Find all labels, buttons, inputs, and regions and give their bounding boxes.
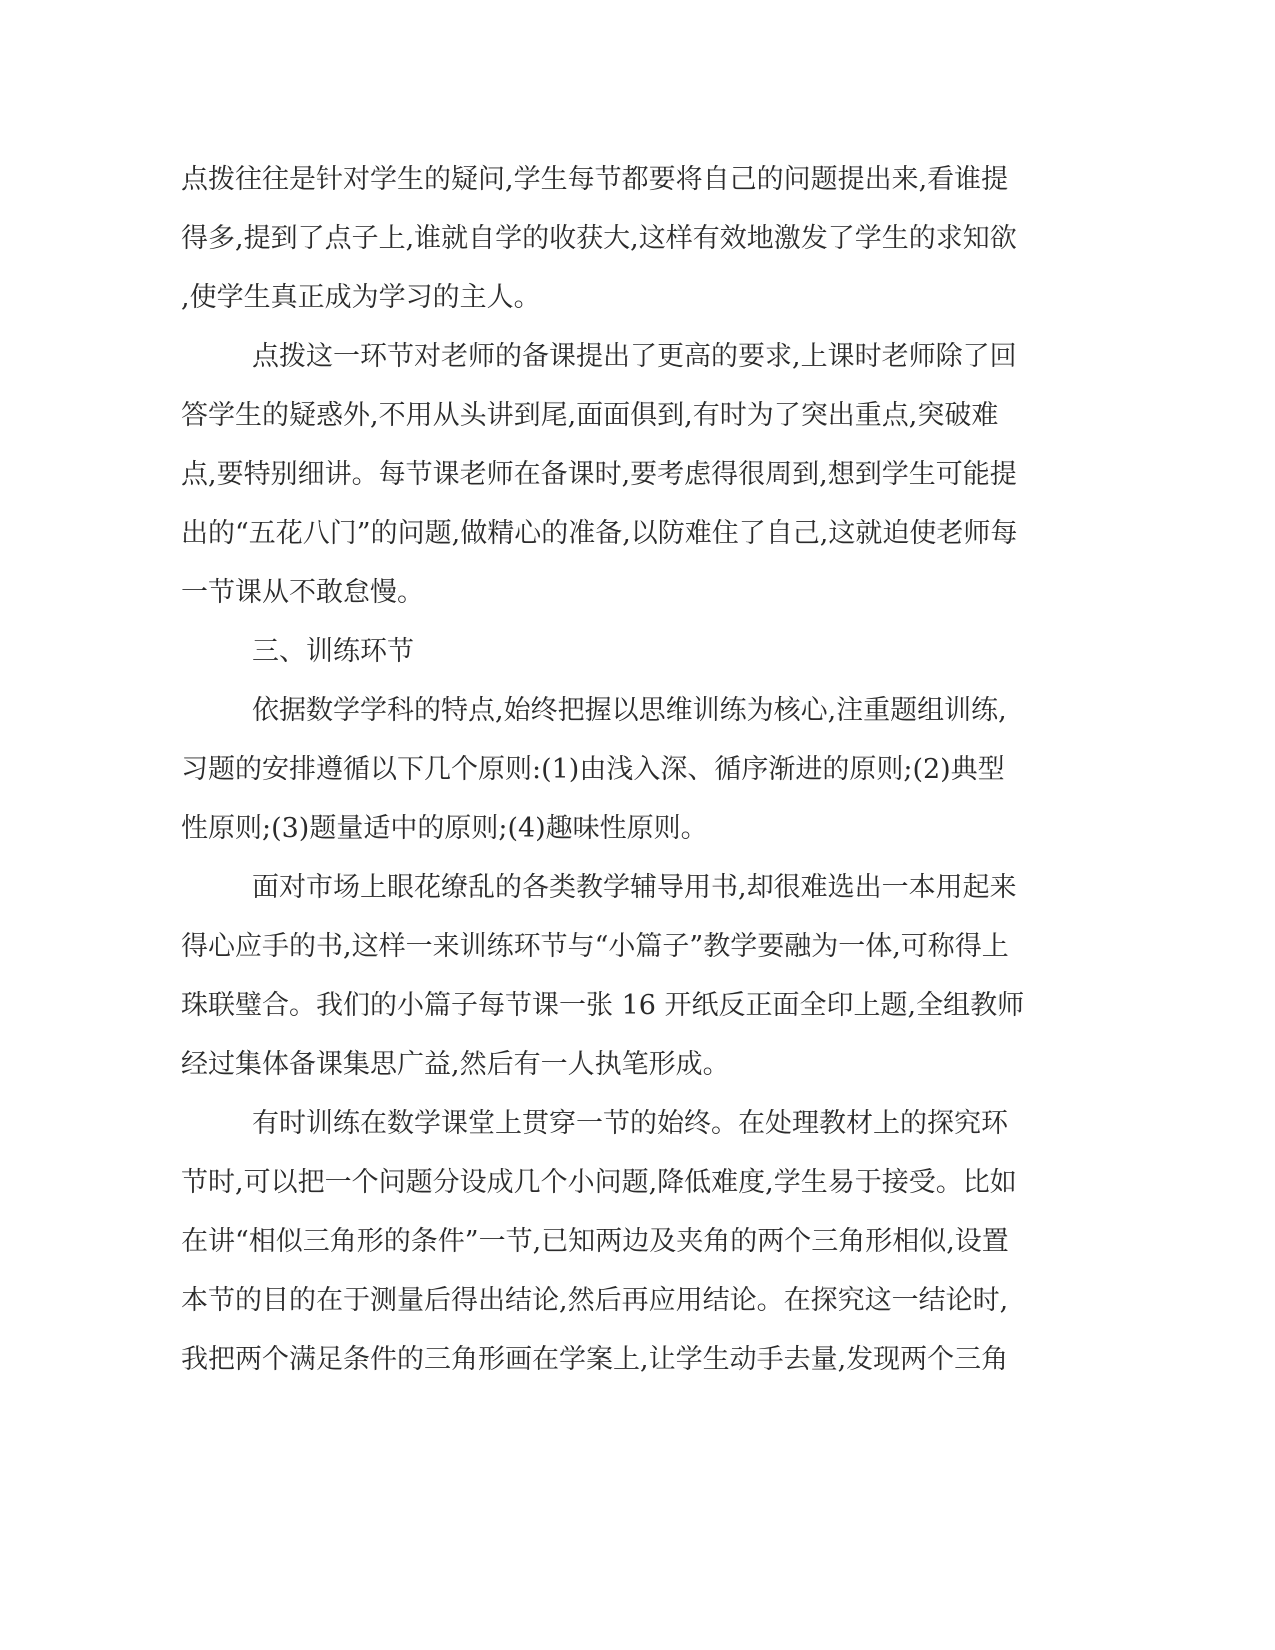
document-page: 点拨往往是针对学生的疑问,学生每节都要将自己的问题提出来,看谁提 得多,提到了点子上,谁就自学的收获大,这样有效地激发了学生的求知欲 ,使学生真正成为学习的主人。 点拨这一环节对老师的备课提出了更高的要求,上课时老师除了回 答学生的疑惑外,不用从头讲到尾,面面俱到,有时为了突出重点,突破难 点,要特别细讲。每节课老师在备课时,要考虑得很周到,想到学生可能提 出的“五花八门”的问题,做精心的准备,以防难住了自己,这就迫使老师每 一节课从不敢怠慢。 三、训练环节 依据数学学科的特点,始终把握以思维训练为核心,注重题组训练, 习题的安排遵循以下几个原则:(1)由浅入深、循序渐进的原则;(2)典型 性原则;(3)题量适中的原则;(4)趣味性原则。 面对市场上眼花缭乱的各类教学辅导用书,却很难选出一本用起来 得心应手的书,这样一来训练环节与“小篇子”教学要融为一体,可称得上 珠联璧合。我们的小篇子每节课一张 16 开纸反正面全印上题,全组教师 经过集体备课集思广益,然后有一人执笔形成。 有时训练在数学课堂上贯穿一节的始终。在处理教材上的探究环 节时,可以把一个问题分设成几个小问题,降低难度,学生易于接受。比如 在讲“相似三角形的条件”一节,已知两边及夹角的两个三角形相似,设置 本节的目的在于测量后得出结论,然后再应用结论。在探究这一结论时, 我把两个满足条件的三角形画在学案上,让学生动手去量,发现两个三角 xyxy=(0,0,1275,1650)
